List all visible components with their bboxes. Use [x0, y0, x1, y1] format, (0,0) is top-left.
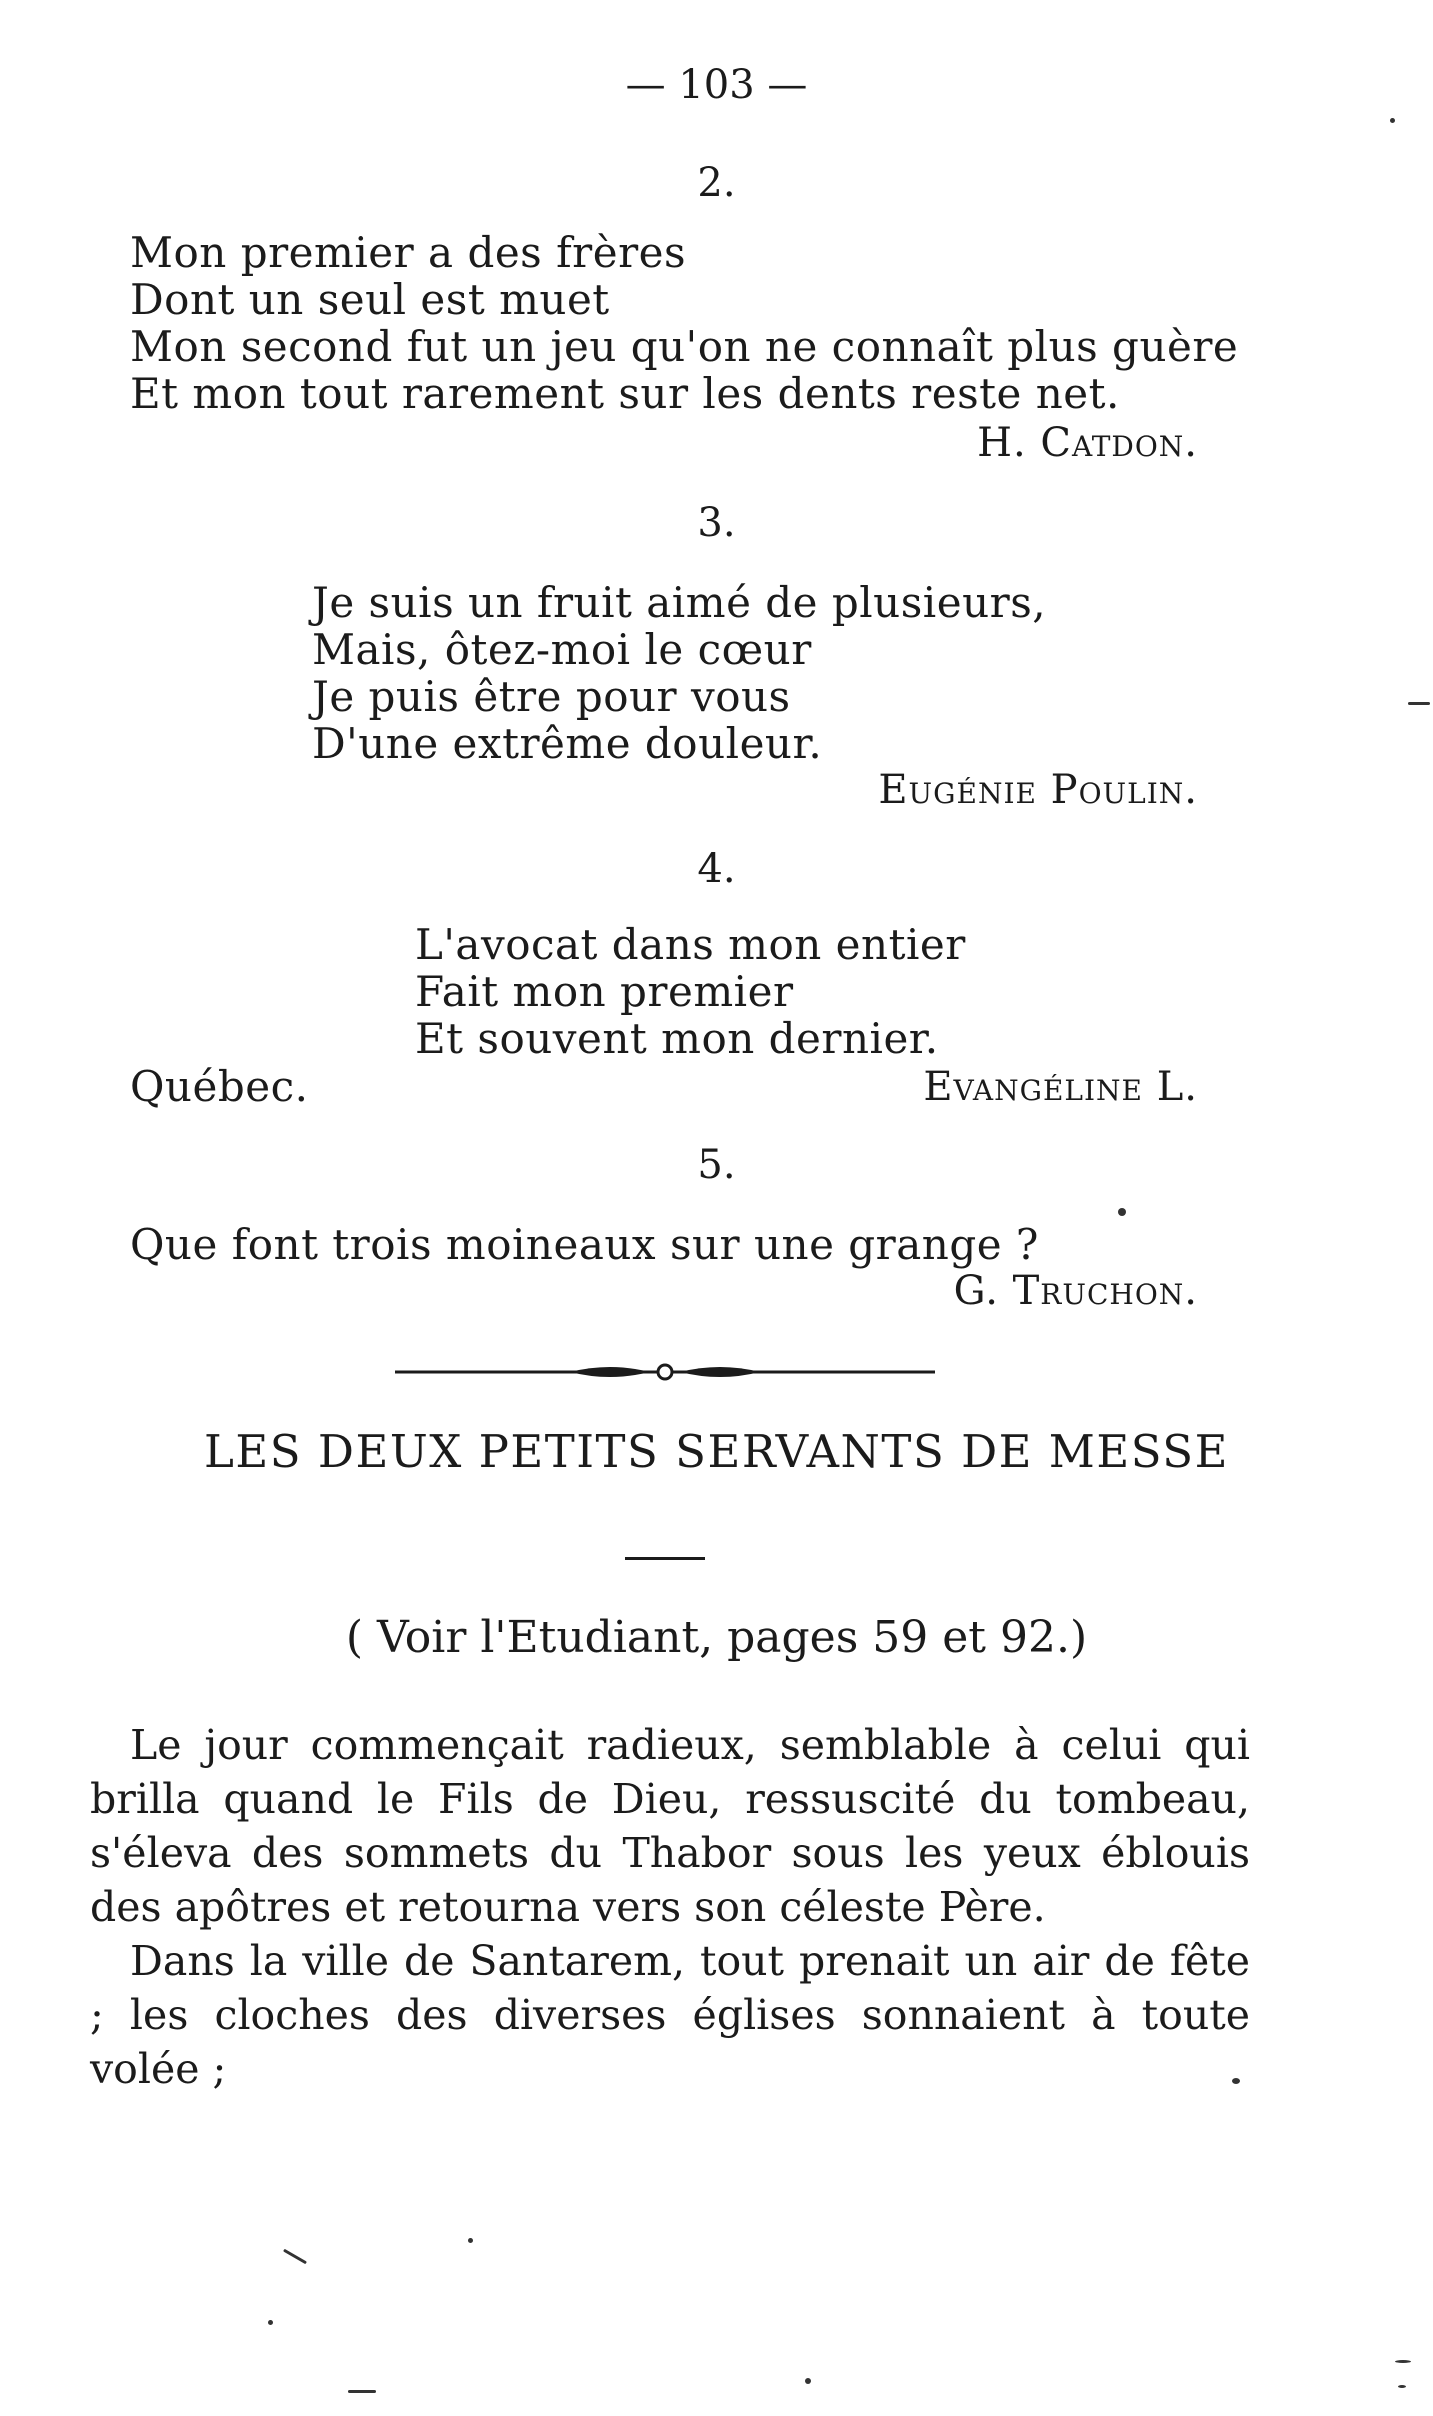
- riddle-3-line: Je suis un fruit aimé de plusieurs,: [312, 578, 1047, 627]
- article-paragraph: Dans la ville de Santarem, tout prenait un air de fête ; les cloches des diverses églises sonnaient à toute volée ;: [90, 1937, 1250, 2093]
- scan-speck: [268, 2320, 273, 2325]
- riddle-4-place: Québec.: [130, 1062, 309, 1111]
- riddle-2-line: Mon second fut un jeu qu'on ne connaît plus guère: [130, 322, 1239, 371]
- riddle-3-line: Mais, ôtez-moi le cœur: [312, 625, 812, 674]
- riddle-2-line: Mon premier a des frères: [130, 228, 687, 277]
- page-number: — 103 —: [625, 62, 808, 108]
- riddle-5-author: G. Truchon.: [953, 1268, 1198, 1314]
- riddle-3-author: Eugénie Poulin.: [878, 767, 1198, 813]
- riddle-4-line: Et souvent mon dernier.: [415, 1014, 939, 1063]
- scan-speck: [468, 2238, 473, 2243]
- scan-speck: [1118, 1208, 1126, 1216]
- riddle-2-line: Dont un seul est muet: [130, 275, 610, 324]
- riddle-3-line: D'une extrême douleur.: [312, 719, 823, 768]
- riddle-4-number: 4.: [697, 846, 736, 892]
- scan-speck: [283, 2249, 307, 2265]
- article-subtitle: ( Voir l'Etudiant, pages 59 et 92.): [345, 1612, 1088, 1663]
- title-rule: [625, 1557, 705, 1560]
- riddle-5-line: Que font trois moineaux sur une grange ?: [130, 1220, 1039, 1269]
- article-body: [90, 1718, 1250, 2096]
- riddle-3-number: 3.: [697, 500, 736, 546]
- scan-speck: [1398, 2385, 1406, 2388]
- scan-speck: [805, 2378, 811, 2384]
- riddle-2-number: 2.: [697, 160, 736, 206]
- riddle-5-number: 5.: [697, 1142, 736, 1188]
- scan-speck: [1395, 2360, 1411, 2363]
- scan-speck: [1390, 118, 1395, 123]
- riddle-4-line: Fait mon premier: [415, 967, 794, 1016]
- ornamental-divider: [395, 1357, 935, 1387]
- riddle-4-author: Evangéline L.: [923, 1064, 1198, 1110]
- article-title: LES DEUX PETITS SERVANTS DE MESSE: [204, 1425, 1229, 1478]
- scan-speck: [1408, 702, 1430, 705]
- riddle-4-line: L'avocat dans mon entier: [415, 920, 966, 969]
- article-paragraph: Le jour commençait radieux, semblable à celui qui brilla quand le Fils de Dieu, ressuscité du tombeau, s'éleva des sommets du Thabor sous les yeux éblouis des apôtres et retourna vers son céleste Père.: [90, 1721, 1250, 1931]
- riddle-3-line: Je puis être pour vous: [312, 672, 791, 721]
- scan-speck: [1232, 2078, 1240, 2084]
- riddle-2-author: H. Catdon.: [977, 420, 1198, 466]
- scan-speck: [348, 2390, 376, 2393]
- riddle-2-line: Et mon tout rarement sur les dents reste net.: [130, 369, 1120, 418]
